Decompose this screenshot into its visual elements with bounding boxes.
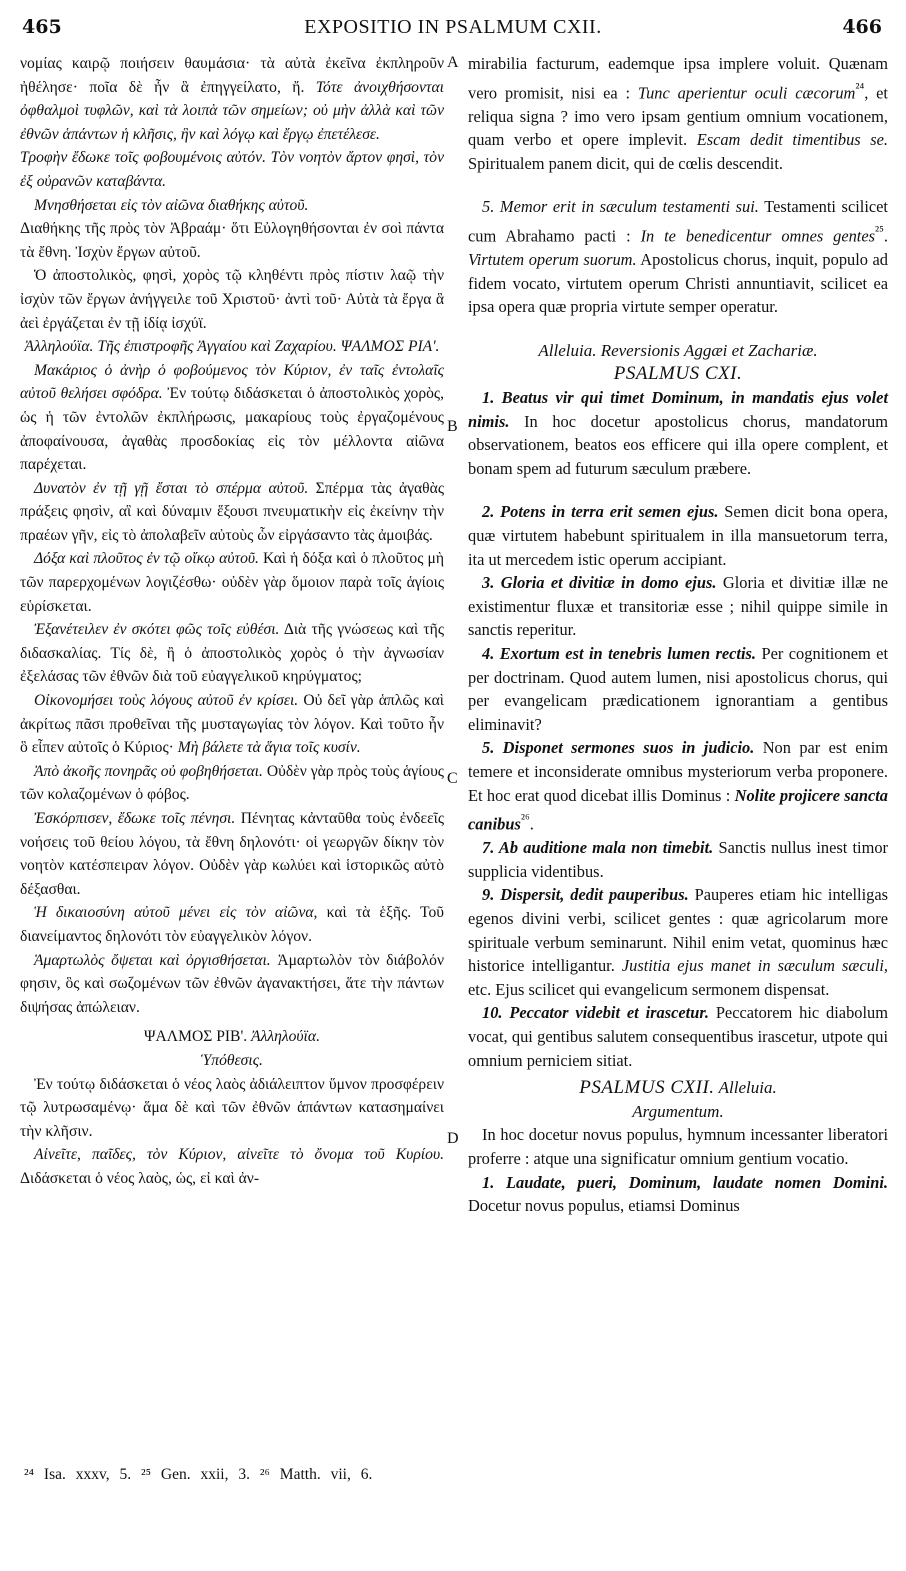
greek-para: Οἰκονομήσει τοὺς λόγους αὐτοῦ ἐν κρίσει. Οὐ δεῖ γὰρ ἁπλῶς καὶ ἀκρίτως πᾶσι προθεῖναι τῆς μυσταγωγίας τὸν λόγον. Καὶ τοῦτο ἦν ὃ εἶπεν αὐτοῖς ὁ Κύριος· Μὴ βάλετε τὰ ἅγια τοῖς κυσίν. (20, 692, 445, 757)
greek-para: Αἰνεῖτε, παῖδες, τὸν Κύριον, αἰνεῖτε τὸ ὄνομα τοῦ Κυρίου. Διδάσκεται ὁ νέος λαὸς, ὡς, εἰ καὶ ἀν- (20, 1146, 444, 1187)
page-number-right: 466 (842, 16, 882, 38)
margin-letter-d: D (447, 1130, 459, 1147)
margin-letter-a: A (447, 54, 459, 71)
latin-para: 9. Dispersit, dedit pauperibus. Pauperes etiam hic intelligas egenos divini verbi, scilicet gentes : quæ agricolarum more spirituale verbum seminarunt. Nihil enim vetat, quominus hæc historice intelligantur. Justitia ejus manet in sæculum sæculi, etc. Ejus scilicet qui evangelicum sermonem dispensat. (468, 885, 888, 999)
greek-lemma: Μνησθήσεται εἰς τὸν αἰῶνα διαθήκης αὐτοῦ. (34, 196, 309, 214)
latin-heading-psalm-cxii: PSALMUS CXII. Alleluia. (579, 1077, 777, 1099)
latin-para: 10. Peccator videbit et irascetur. Peccatorem hic diabolum vocat, qui gentibus salutem consequentibus irascetur, utpote qui omnium perniciem sitiat. (468, 1003, 888, 1070)
latin-para: 7. Ab auditione mala non timebit. Sanctis nullus inest timor supplicia videntibus. (468, 838, 888, 881)
greek-para: Δόξα καὶ πλοῦτος ἐν τῷ οἴκῳ αὐτοῦ. Καὶ ἡ δόξα καὶ ὁ πλοῦτος μὴ τῶν παρερχομένων λογιζέσθω· οὐδὲν γὰρ ὅμοιον παρὰ τοῖς ἁγίοις εὑρίσκεται. (20, 550, 444, 615)
greek-subheading: Ὑπόθεσις. (201, 1051, 263, 1069)
page-header (0, 14, 906, 44)
latin-para: 1. Laudate, pueri, Dominum, laudate nomen Domini. Docetur novus populus, etiamsi Dominus (468, 1172, 888, 1216)
latin-para: 3. Gloria et divitiæ in domo ejus. Gloria et divitiæ illæ ne existimentur fluxæ et transitoriæ esse ; nihil quippe simile in sanctis reperitur. (468, 573, 888, 640)
greek-para: Δυνατὸν ἐν τῇ γῇ ἔσται τὸ σπέρμα αὐτοῦ. Σπέρμα τὰς ἀγαθὰς πράξεις φησὶν, αἳ καὶ δύναμιν ἕξουσι πνευματικὴν εἰς ἐκείνην τὴν πραέων γῆν, εἰς τὸ ἀπολαβεῖν αὐτοὺς ὧν εἰργάσαντο τὰς ἀμοιβάς. (20, 479, 445, 544)
latin-para: 4. Exortum est in tenebris lumen rectis. Per cognitionem et per doctrinam. Quod autem lumen, nisi apostolicus chorus, qui per evangelicam prædicationem ignorantiam a gentibus eliminavit? (468, 644, 888, 734)
greek-column (20, 52, 444, 1191)
greek-para: Ἐξανέτειλεν ἐν σκότει φῶς τοῖς εὐθέσι. Διὰ τῆς γνώσεως καὶ τῆς διδασκαλίας. Τίς δὲ, ἢ ὁ ἀποστολικὸς χορὸς ὁ τὴν ἀγνωσίαν ἐξελάσας τῶν ἐθνῶν διὰ τοῦ εὐαγγελικοῦ κηρύγματος; (20, 621, 444, 686)
latin-para: 1. Beatus vir qui timet Dominum, in mandatis ejus volet nimis. In hoc docetur apostolicus chorus, mandatorum observationem, beatos eos efficere qui illa opere complent, et bonam spem ad futurum sæculum præbere. (468, 388, 888, 478)
footnotes (24, 1466, 454, 1484)
greek-para: Ἁμαρτωλὸς ὄψεται καὶ ὀργισθήσεται. Ἁμαρτωλὸν τὸν διάβολόν φησιν, ὃς καὶ σωζομένων τῶν ἐθνῶν ἀγανακτήσει, ἅτε τὴν πάντων διψήσας ἀπώλειαν. (20, 951, 444, 1016)
margin-letter-c: C (447, 770, 458, 787)
greek-para: Ἡ δικαιοσύνη αὐτοῦ μένει εἰς τὸν αἰῶνα, καὶ τὰ ἑξῆς. Τοῦ διανείμαντος δηλονότι τὸν εὐαγγελικὸν λόγον. (20, 904, 444, 945)
latin-column (468, 52, 888, 1218)
running-title: EXPOSITIO IN PSALMUM CXII. (304, 16, 602, 38)
latin-para: 5. Memor erit in sæculum testamenti sui. Testamenti scilicet cum Abrahamo pacti : In te benedicentur omnes gentes$^{^{25}}$. Virtutem operum suorum. Apostolicus chorus, inquit, populo ad fidem vocato, virtutem operum Christi annuntiavit, scilicet ea ipsa opera quæ propria virtute semper operatur. (468, 197, 888, 317)
footnote: ²⁵ Gen. xxii, 3. (141, 1466, 250, 1483)
footnote: ²⁴ Isa. xxxv, 5. (24, 1466, 132, 1483)
greek-para: Ἀπὸ ἀκοῆς πονηρᾶς οὐ φοβηθήσεται. Οὐδὲν γὰρ πρὸς τοὺς ἁγίους τῶν κολαζομένων ὁ φόβος. (20, 762, 444, 804)
latin-para: mirabilia facturum, eademque ipsa implere voluit. Quænam vero promisit, nisi ea : Tunc aperientur oculi cæcorum$^{^{24}}$, et reliqua signa ? imo vero ipsam gentium omnium vocationem, quam verbo et opere implevit. Escam dedit timentibus se. Spiritualem panem dicit, qui de cœlis descendit. (468, 54, 888, 173)
latin-heading: Alleluia. Reversionis Aggæi et Zachariæ. (538, 340, 818, 360)
greek-para: νομίας καιρῷ ποιήσειν θαυμάσια· τὰ αὐτὰ ἐκεῖνα ἐκπληροῦν ἠθέλησε· ποῖα δὲ ἦν ἃ ἐπηγγείλατο, ἤ. Τότε ἀνοιχθήσονται ὀφθαλμοὶ τυφλῶν, καὶ τὰ λοιπὰ τῶν σημείων; οὐ μὴν ἀλλὰ καὶ τῶν ἐθνῶν ἁπάντων ἡ κλῆσις, ἣν καὶ λόγῳ καὶ ἔργῳ ἐπετέλεσε. (20, 55, 444, 143)
latin-para: 2. Potens in terra erit semen ejus. Semen dicit bona opera, quæ virtutem habebunt spiritualem in illa mansuetorum terra, ita ut mercedem istic operum accipiant. (468, 502, 888, 569)
margin-letter-b: B (447, 418, 458, 435)
page-number-left: 465 (22, 16, 62, 38)
latin-para: In hoc docetur novus populus, hymnum incessanter liberatori proferre : atque una significatur omnium gentium vocatio. (468, 1125, 888, 1168)
greek-heading-psalm-cxi: Ἀλληλούϊα. Τῆς ἐπιστροφῆς Ἀγγαίου καὶ Ζαχαρίου. ΨΑΛΜΟΣ ΡΙΑ'. (24, 338, 440, 356)
latin-para: 5. Disponet sermones suos in judicio. Non par est enim temere et inconsiderate omnibus mysteriorum verba proponere. Et hoc erat quod dicebat illis Dominus : Nolite projicere sancta canibus$^{^{26}}$. (468, 738, 888, 834)
latin-heading-psalm-cxi: PSALMUS CXI. (613, 363, 743, 385)
latin-subheading: Argumentum. (632, 1101, 724, 1121)
greek-para: Διαθήκης τῆς πρὸς τὸν Ἀβραάμ· ὅτι Εὐλογηθήσονται ἐν σοὶ πάντα τὰ ἔθνη. Ἰσχὺν ἔργων αὐτοῦ. (20, 220, 444, 261)
greek-para: Μακάριος ὁ ἀνὴρ ὁ φοβούμενος τὸν Κύριον, ἐν ταῖς ἐντολαῖς αὐτοῦ θελήσει σφόδρα. Ἐν τούτῳ διδάσκεται ὁ ἀποστολικὸς χορὸς, ὡς ἡ τῶν ἐντολῶν ἐκπλήρωσις, μακαρίους τοὺς ἐργαζομένους ἀποφαίνουσα, ἀγαθὰς προσδοκίας εἰς τὸν μέλλοντα αἰῶνα παρέχεται. (20, 361, 444, 474)
footnote: ²⁶ Matth. vii, 6. (259, 1466, 373, 1483)
greek-para: Τροφὴν ἔδωκε τοῖς φοβουμένοις αὐτόν. Τὸν νοητὸν ἄρτον φησὶ, τὸν ἐξ οὐρανῶν καταβάντα. (20, 149, 444, 190)
greek-para: Ὁ ἀποστολικὸς, φησὶ, χορὸς τῷ κληθέντι πρὸς πίστιν λαῷ τὴν ἰσχὺν τῶν ἔργων ἀνήγγειλε τοῦ Χριστοῦ· ἀντὶ τοῦ· Αὐτὰ τὰ ἔργα ἃ ἀεὶ ἐργάζεται ἐν τῇ ἰδίᾳ ἰσχύϊ. (20, 267, 444, 332)
greek-heading-psalm-cxii: ΨΑΛΜΟΣ ΡΙΒ'. Ἀλληλούϊα. (144, 1028, 320, 1046)
greek-para: Ἐν τούτῳ διδάσκεται ὁ νέος λαὸς ἀδιάλειπτον ὕμνον προσφέρειν τῷ λυτρωσαμένῳ· ἅμα δὲ καὶ τῶν ἐθνῶν ἁπάντων κατασημαίνει τὴν κλῆσιν. (20, 1075, 444, 1140)
greek-para: Ἐσκόρπισεν, ἔδωκε τοῖς πένησι. Πένητας κἀνταῦθα τοὺς ἐνδεεῖς νοήσεις τοῦ θείου λόγου, τὰ ἔθνη δηλονότι· οἱ γεωργῶν δίκην τὸν νοητὸν κατέσπειραν λόγον. Οὐδὲν γὰρ κωλύει καὶ ἱστορικῶς αὐτὸ δέξασθαι. (20, 810, 444, 898)
